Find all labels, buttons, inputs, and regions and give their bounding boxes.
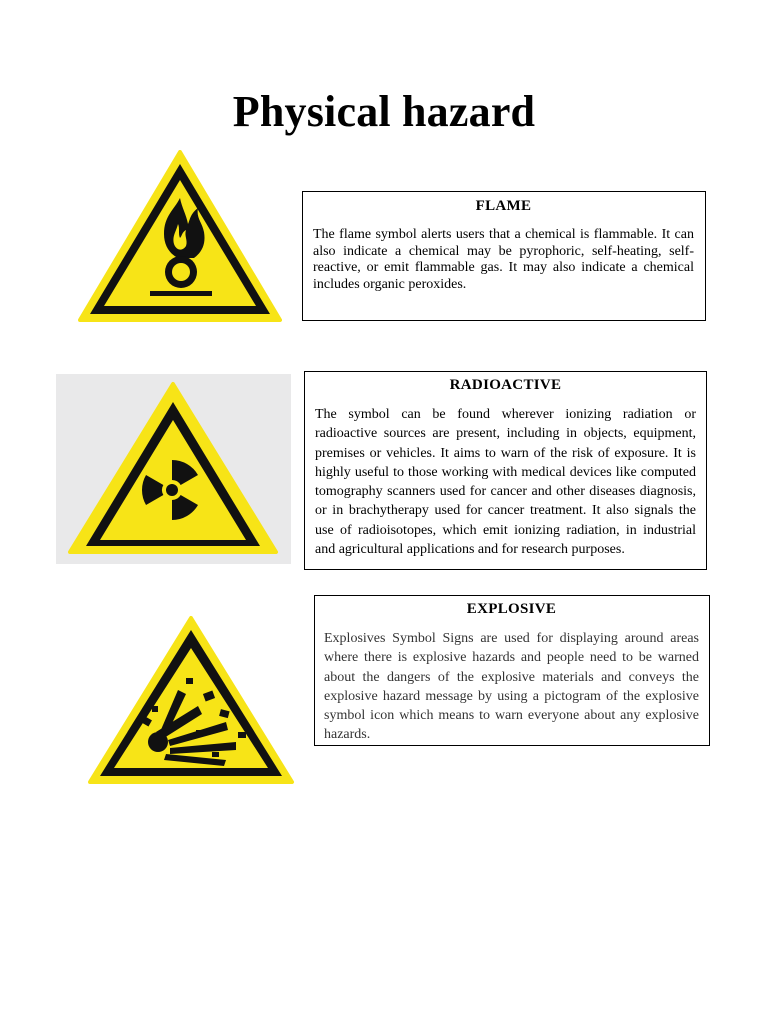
explosive-warning-sign <box>86 614 296 786</box>
radioactive-heading: RADIOACTIVE <box>449 377 562 393</box>
page-title: Physical hazard <box>232 87 536 136</box>
explosive-heading: EXPLOSIVE <box>466 601 557 617</box>
flame-info-box <box>302 191 706 321</box>
explosive-info-box <box>314 595 710 746</box>
flame-description: The flame symbol alerts users that a chemical is flammable. It can also indicate a chemical may be pyrophoric, self-heating, self-reactive, or emit flammable gas. It may also indicate a chemical includes organic peroxides. <box>313 227 694 292</box>
flame-warning-sign <box>78 150 282 322</box>
explosive-description: Explosives Symbol Signs are used for displaying around areas where there is explosive hazards and people need to be warned about the dangers of the explosive materials and conveys the explosive hazard message by using a pictogram of the explosive symbol icon which means to warn everyone about any explosive hazards. <box>324 631 699 743</box>
flame-heading: FLAME <box>475 198 532 214</box>
radioactive-description: The symbol can be found wherever ionizing radiation or radioactive sources are present, including in objects, equipment, premises or vehicles. It aims to warn of the risk of exposure. It is highly useful to those working with medical devices like computed tomography scanners used for cancer and other diseases diagnosis, or in brachytherapy used for cancer treatment. It also signals the use of radioisotopes, which emit ionizing radiation, in industrial and agricultural applications and for research purposes. <box>315 407 696 558</box>
radioactive-warning-sign <box>66 380 280 558</box>
radioactive-info-box <box>304 371 707 570</box>
